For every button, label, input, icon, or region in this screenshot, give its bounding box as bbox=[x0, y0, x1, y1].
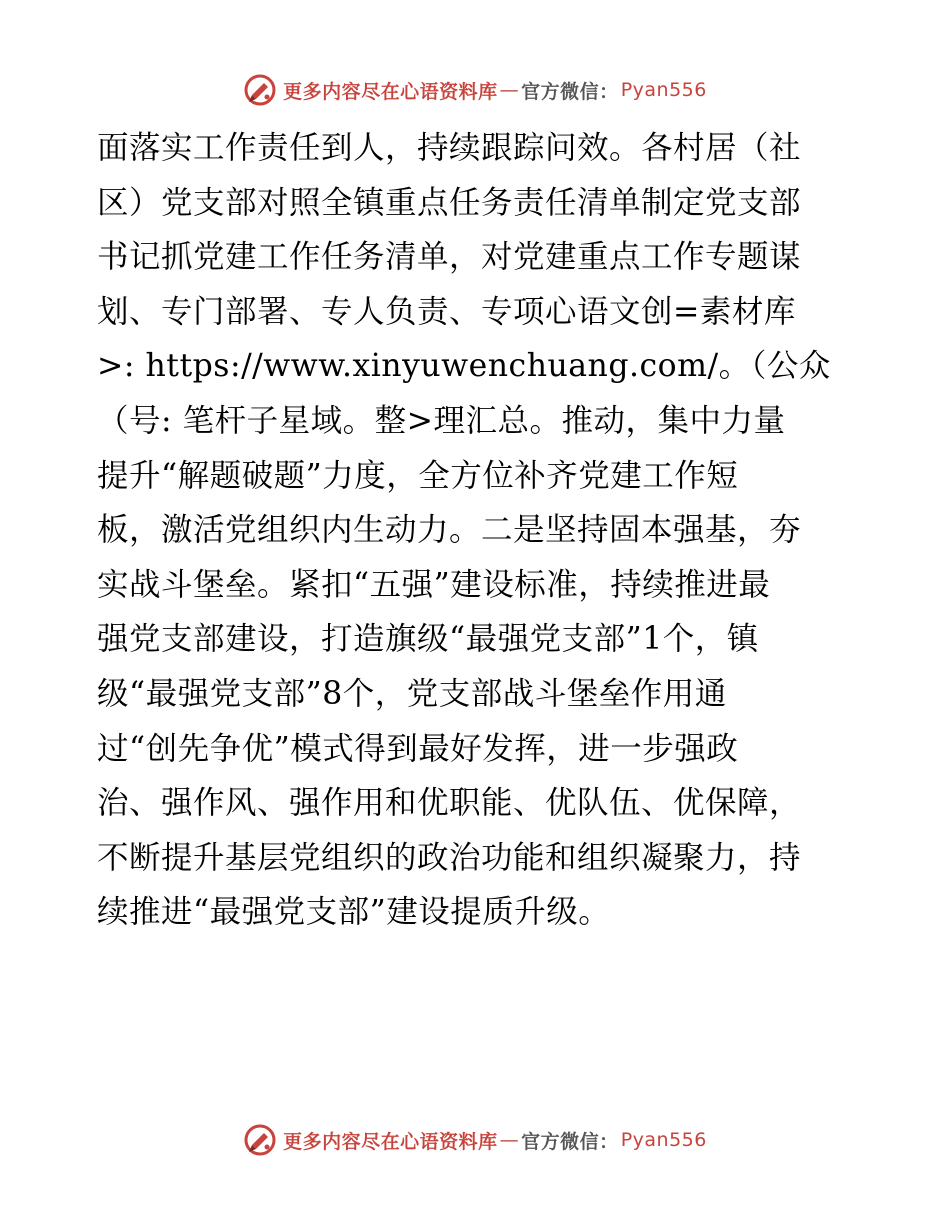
header-wechat-id: Pyan556 bbox=[620, 79, 707, 101]
brush-logo-icon bbox=[243, 1123, 277, 1157]
text-line: 级“最强党支部”8个，党支部战斗堡垒作用通 bbox=[97, 675, 727, 712]
text-line: 过“创先争优”模式得到最好发挥，进一步强政 bbox=[97, 730, 739, 767]
text-line: 不断提升基层党组织的政治功能和组织凝聚力，持 bbox=[97, 839, 802, 876]
footer-lead: 更多内容尽在心语资料库 bbox=[283, 1130, 498, 1153]
header-text bbox=[283, 77, 707, 104]
footer-wechat-label: 官方微信： bbox=[521, 1130, 619, 1153]
text-line: 书记抓党建工作任务清单，对党建重点工作专题谋 bbox=[97, 239, 802, 276]
header-lead: 更多内容尽在心语资料库 bbox=[283, 80, 498, 103]
brush-logo-icon bbox=[243, 73, 277, 107]
text-line: 强党支部建设，打造旗级“最强党支部”1个，镇 bbox=[97, 621, 759, 658]
text-line: >: https://www.xinyuwenchuang.com/。（公众 bbox=[97, 348, 831, 385]
footer-text bbox=[283, 1127, 707, 1154]
header-banner bbox=[0, 70, 950, 110]
text-line: 提升“解题破题”力度，全方位补齐党建工作短 bbox=[97, 457, 739, 494]
header-dash: — bbox=[499, 79, 520, 101]
text-line: 续推进“最强党支部”建设提质升级。 bbox=[97, 894, 611, 931]
footer-wechat-id: Pyan556 bbox=[620, 1129, 707, 1151]
text-line: 板，激活党组织内生动力。二是坚持固本强基，夯 bbox=[97, 512, 802, 549]
footer-dash: — bbox=[499, 1129, 520, 1151]
text-line: 治、强作风、强作用和优职能、优队伍、优保障， bbox=[97, 785, 802, 822]
header-wechat-label: 官方微信： bbox=[521, 80, 619, 103]
text-line: 区）党支部对照全镇重点任务责任清单制定党支部 bbox=[97, 184, 802, 221]
text-line: （号: 笔杆子星域。整>理汇总。推动，集中力量 bbox=[97, 402, 786, 439]
text-line: 面落实工作责任到人，持续跟踪问效。各村居（社 bbox=[97, 130, 802, 166]
footer-banner bbox=[0, 1120, 950, 1160]
text-line: 实战斗堡垒。紧扣“五强”建设标准，持续推进最 bbox=[97, 566, 771, 603]
document-body bbox=[97, 121, 857, 940]
text-line: 划、专门部署、专人负责、专项心语文创=素材库 bbox=[97, 293, 796, 330]
